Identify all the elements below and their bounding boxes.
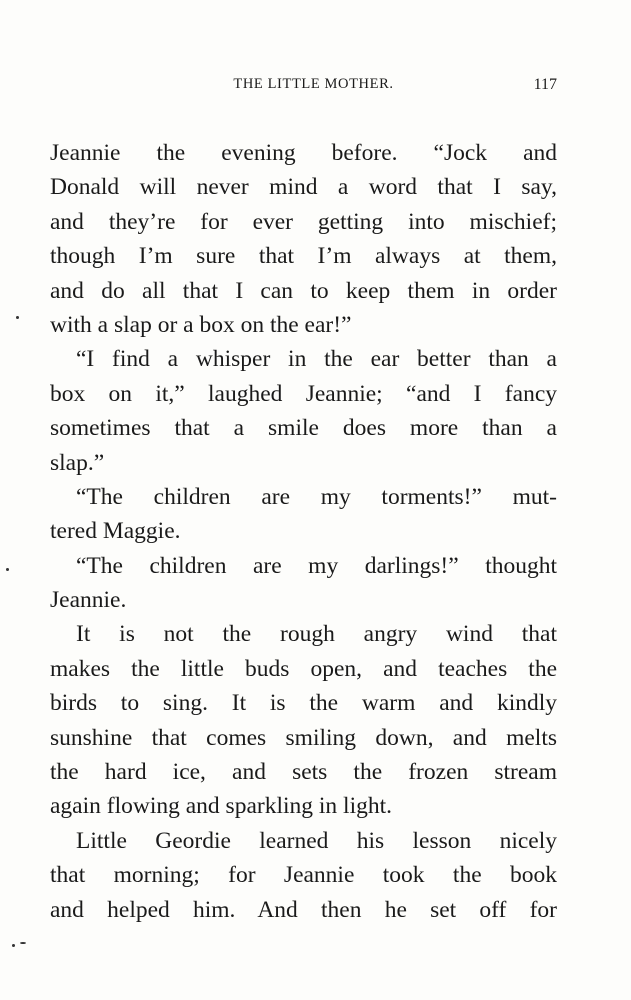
- text-line: though I’m sure that I’m always at them,: [50, 243, 557, 270]
- text-line: It is not the rough angry wind that: [76, 621, 557, 648]
- text-line: “The children are my darlings!” thought: [76, 552, 557, 579]
- text-line: sometimes that a smile does more than a: [50, 415, 557, 442]
- text-line: the hard ice, and sets the frozen stream: [50, 759, 557, 786]
- text-line: makes the little buds open, and teaches the: [50, 655, 557, 682]
- text-line: “I find a whisper in the ear better than a: [76, 346, 557, 373]
- text-line: slap.”: [50, 449, 105, 476]
- text-line: sunshine that comes smiling down, and melts: [50, 724, 557, 751]
- scan-speck: [20, 942, 26, 944]
- running-title: THE LITTLE MOTHER.: [233, 76, 394, 92]
- text-line: and they’re for ever getting into mischief;: [50, 208, 557, 235]
- text-line: Jeannie the evening before. “Jock and: [50, 140, 557, 166]
- text-line: birds to sing. It is the warm and kindly: [50, 690, 557, 717]
- page-body-text: [50, 136, 557, 927]
- text-line: Donald will never mind a word that I say,: [50, 174, 557, 201]
- text-line: box on it,” laughed Jeannie; “and I fancy: [50, 380, 557, 407]
- text-line: “The children are my torments!” mut-: [76, 483, 557, 510]
- text-line: and helped him. And then he set off for: [50, 896, 557, 923]
- scan-speck: [6, 568, 9, 571]
- text-line: again flowing and sparkling in light.: [50, 793, 393, 820]
- text-line: tered Maggie.: [50, 518, 181, 545]
- text-line: Little Geordie learned his lesson nicely: [76, 827, 557, 854]
- text-line: that morning; for Jeannie took the book: [50, 862, 557, 889]
- text-line: with a slap or a box on the ear!”: [50, 311, 352, 338]
- scan-speck: [12, 944, 15, 947]
- page-number: 117: [533, 76, 557, 93]
- text-line: and do all that I can to keep them in order: [50, 277, 557, 304]
- text-line: Jeannie.: [50, 587, 127, 614]
- running-header: [50, 76, 557, 98]
- scan-speck: [16, 316, 19, 319]
